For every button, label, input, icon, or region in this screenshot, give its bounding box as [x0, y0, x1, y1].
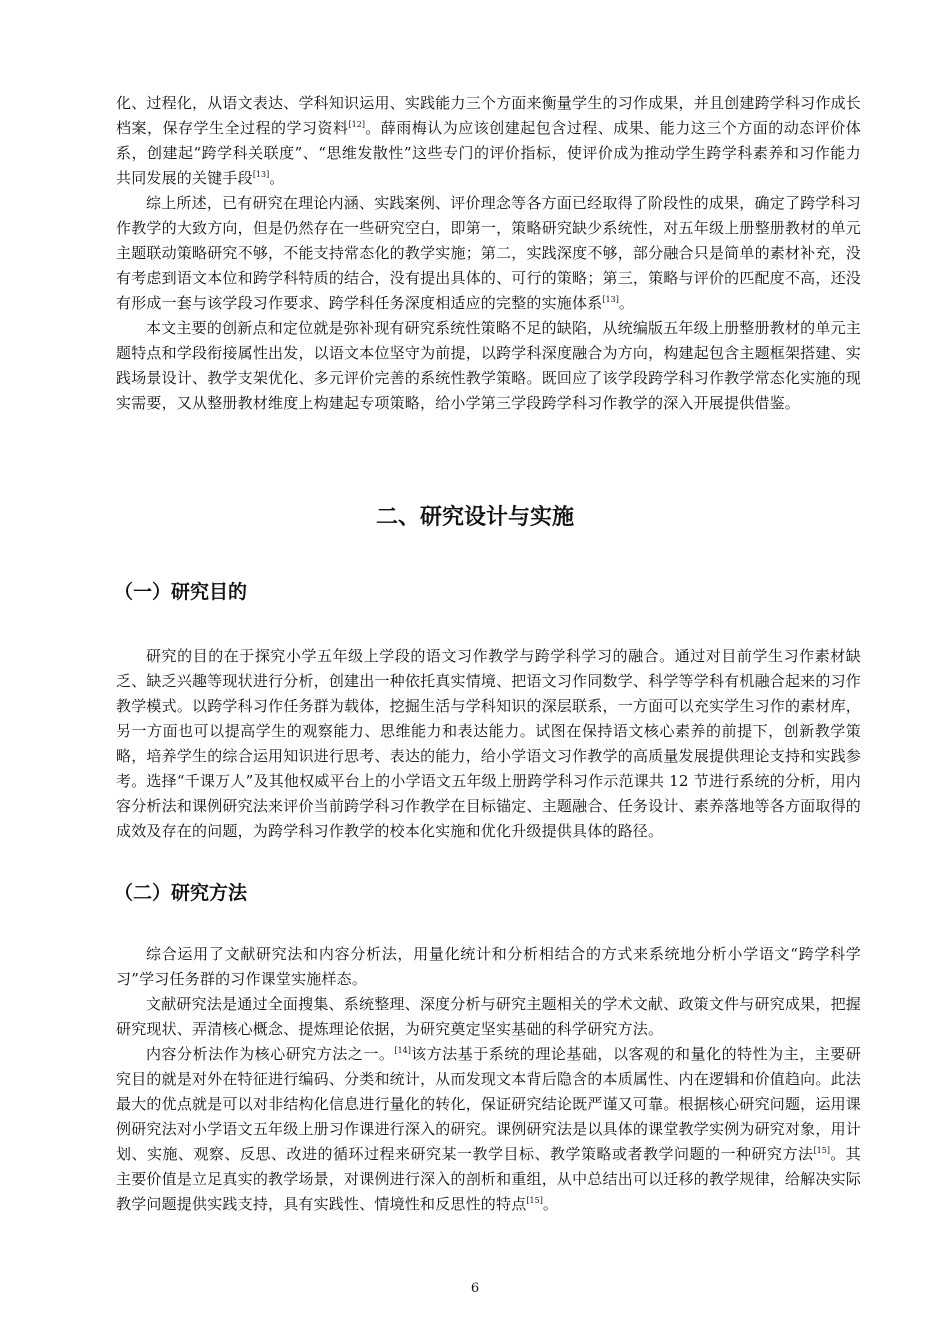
- paragraph-evaluation-continued: [116, 91, 861, 191]
- paragraph-text: 。其主要价值是立足真实的教学场景，对课例进行深入的剖析和重组，从中总结出可以迁移的教学规律，给解决实际教学问题提供实践支持，具有实践性、情境性和反思性的特点: [116, 1145, 861, 1213]
- paragraph-text: 。薛雨梅认为应该创建起包含过程、成果、能力这三个方面的动态评价体系，创建起“跨学科关联度”、“思维发散性”这些专门的评价指标，使评价成为推动学生跨学科素养和习作能力共同发展的关键手段: [116, 119, 861, 187]
- paragraph-text: 。: [618, 294, 635, 312]
- paragraph-text: 。: [542, 1195, 559, 1213]
- paragraph-text: 综上所述，已有研究在理论内涵、实践案例、评价理念等各方面已经取得了阶段性的成果，确定了跨学科习作教学的大致方向，但是仍然存在一些研究空白，即第一，策略研究缺少系统性，对五年级上册整册教材的单元主题联动策略研究不够，不能支持常态化的教学实施；第二，实践深度不够，部分融合只是简单的素材补充，没有考虑到语文本位和跨学科特质的结合，没有提出具体的、可行的策略；第三，策略与评价的匹配度不高，还没有形成一套与该学段习作要求、跨学科任务深度相适应的完整的实施体系: [116, 194, 861, 312]
- citation-ref: [13]: [252, 170, 270, 179]
- citation-ref: [15]: [526, 1196, 543, 1205]
- citation-ref: [12]: [348, 120, 365, 129]
- citation-ref: [13]: [602, 295, 619, 304]
- paragraph-text: 该方法基于系统的理论基础，以客观的和量化的特性为主，主要研究目的就是对外在特征进行编码、分类和统计，从而发现文本背后隐含的本质属性、内在逻辑和价值趋向。此法最大的优点就是可以对非结构化信息进行量化的转化，保证研究结论既严谨又可靠。根据核心研究问题，运用课例研究法对小学语文五年级上册习作课进行深入的研究。课例研究法是以具体的课堂教学实例为研究对象，用计划、实施、观察、反思、改进的循环过程来研究某一教学目标、教学策略或者教学问题的一种研究方法: [116, 1045, 862, 1163]
- paragraph-text: 化、过程化，从语文表达、学科知识运用、实践能力三个方面来衡量学生的习作成果，并且创建跨学科习作成长档案，保存学生全过程的学习资料: [116, 94, 861, 137]
- paragraph-research-purpose: 研究的目的在于探究小学五年级上学段的语文习作教学与跨学科学习的融合。通过对目前学生习作素材缺乏、缺乏兴趣等现状进行分析，创建出一种依托真实情境、把语文习作同数学、科学等学科有机融合起来的习作教学模式。以跨学科习作任务群为载体，挖掘生活与学科知识的深层联系，一方面可以充实学生习作的素材库，另一方面也可以提高学生的观察能力、思维能力和表达能力。试图在保持语文核心素养的前提下，创新教学策略，培养学生的综合运用知识进行思考、表达的能力，给小学语文习作教学的高质量发展提供理论支持和实践参考。选择“千课万人”及其他权威平台上的小学语文五年级上册跨学科习作示范课共 12 节进行系统的分析，用内容分析法和课例研究法来评价当前跨学科习作教学在目标锚定、主题融合、任务设计、素养落地等各方面取得的成效及存在的问题，为跨学科习作教学的校本化实施和优化升级提供具体的路径。: [116, 647, 861, 840]
- research-purpose-block: [116, 644, 861, 844]
- section-heading: 二、研究设计与实施: [375, 505, 574, 530]
- paragraph-methods-overview: 综合运用了文献研究法和内容分析法，用量化统计和分析相结合的方式来系统地分析小学语文“跨学科学习”学习任务群的习作课堂实施样态。: [116, 945, 861, 988]
- paragraph-summary: [116, 191, 861, 316]
- subsection-heading-purpose: （一）研究目的: [114, 581, 248, 603]
- citation-ref: [15]: [813, 1146, 830, 1155]
- paragraph-text: 内容分析法作为核心研究方法之一。: [146, 1045, 395, 1063]
- paragraph-text: 。: [269, 169, 285, 187]
- paragraph-innovation: 本文主要的创新点和定位就是弥补现有研究系统性策略不足的缺陷，从统编版五年级上册整册教材的单元主题特点和学段衔接属性出发，以语文本位坚守为前提，以跨学科深度融合为方向，构建起包含主题框架搭建、实践场景设计、教学支架优化、多元评价完善的系统性教学策略。既回应了该学段跨学科习作教学常态化实施的现实需要，又从整册教材维度上构建起专项策略，给小学第三学段跨学科习作教学的深入开展提供借鉴。: [116, 319, 861, 412]
- page-number: 6: [470, 1281, 480, 1296]
- subsection-heading-methods: （二）研究方法: [114, 882, 248, 904]
- citation-ref: [14]: [394, 1046, 411, 1055]
- research-methods-block: [116, 942, 861, 1217]
- intro-continuation-block: [116, 91, 861, 416]
- paragraph-content-analysis: [116, 1042, 861, 1217]
- paragraph-literature-method: 文献研究法是通过全面搜集、系统整理、深度分析与研究主题相关的学术文献、政策文件与研究成果，把握研究现状、弄清核心概念、提炼理论依据，为研究奠定坚实基础的科学研究方法。: [116, 995, 861, 1038]
